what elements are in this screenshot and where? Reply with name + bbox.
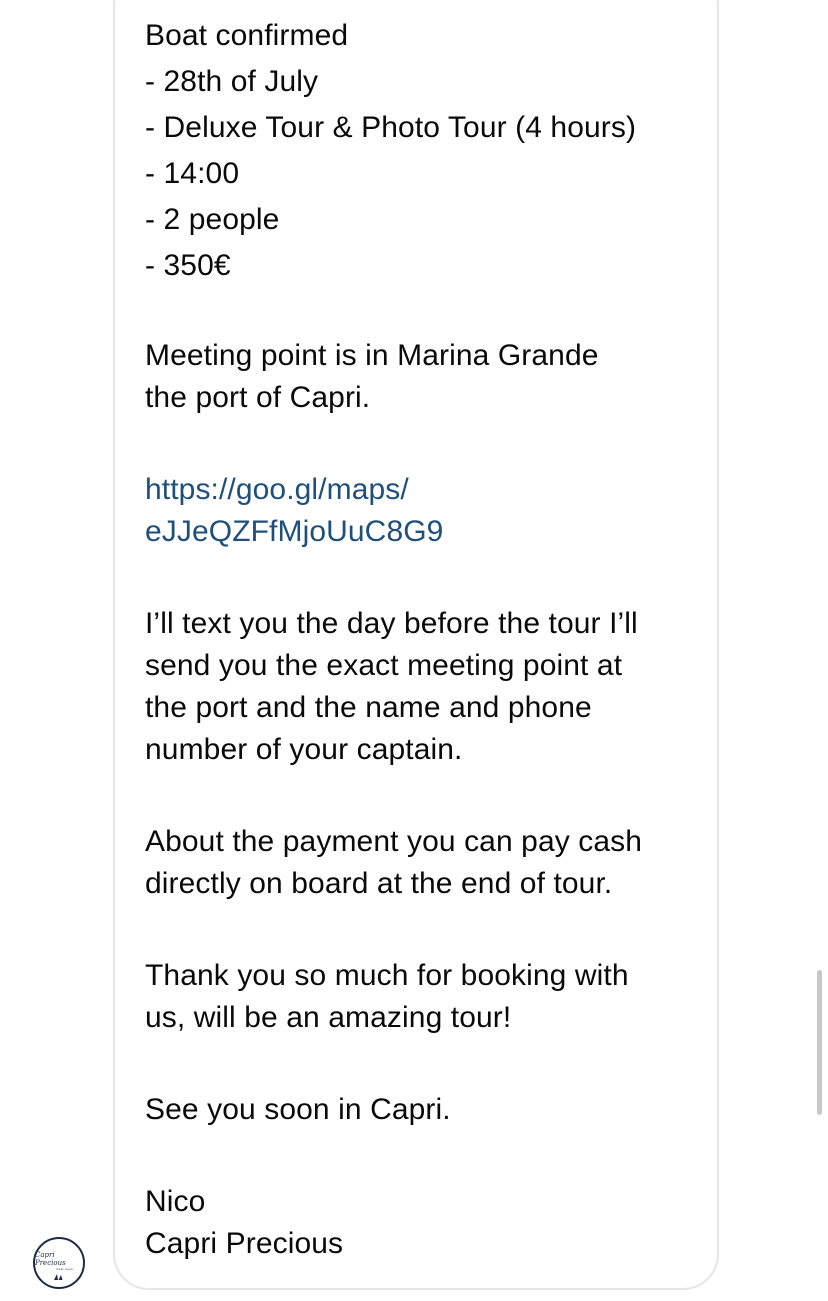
signature-name: Nico [145, 1185, 206, 1218]
avatar-logo-subtitle: boat tours [56, 1267, 73, 1271]
paragraph-line: About the payment you can pay cash [145, 825, 643, 858]
thanks-paragraph [145, 955, 705, 1039]
paragraph-line: Thank you so much for booking with [145, 959, 629, 992]
signature [145, 1181, 705, 1265]
meeting-point-paragraph [145, 335, 705, 419]
maps-link-line[interactable]: https://goo.gl/maps/ [145, 473, 409, 506]
paragraph-line: See you soon in Capri. [145, 1093, 451, 1126]
maps-link[interactable] [145, 469, 705, 553]
paragraph-line: number of your captain. [145, 733, 463, 766]
paragraph-line: directly on board at the end of tour. [145, 867, 613, 900]
meeting-line: Meeting point is in Marina Grande [145, 339, 599, 372]
booking-line: - 2 people [145, 203, 280, 236]
booking-block [145, 13, 705, 289]
boat-logo-icon [52, 1273, 66, 1281]
payment-paragraph [145, 821, 705, 905]
text-day-before-paragraph [145, 603, 705, 771]
booking-line: - 350€ [145, 249, 231, 282]
scrollbar[interactable] [817, 970, 822, 1115]
paragraph-line: the port and the name and phone [145, 691, 592, 724]
booking-line: Boat confirmed [145, 19, 349, 52]
paragraph-line: us, will be an amazing tour! [145, 1001, 512, 1034]
booking-line: - 28th of July [145, 65, 319, 98]
avatar[interactable] [33, 1237, 85, 1289]
paragraph-line: I’ll text you the day before the tour I’ll [145, 607, 638, 640]
booking-line: - Deluxe Tour & Photo Tour (4 hours) [145, 111, 637, 144]
booking-line: - 14:00 [145, 157, 240, 190]
paragraph-line: send you the exact meeting point at [145, 649, 623, 682]
avatar-logo-text: Capri Precious [35, 1251, 66, 1267]
maps-link-line[interactable]: eJJeQZFfMjoUuC8G9 [145, 515, 444, 548]
message-text [145, 13, 705, 1265]
meeting-line: the port of Capri. [145, 381, 371, 414]
see-you-paragraph [145, 1089, 705, 1131]
signature-company: Capri Precious [145, 1227, 344, 1260]
